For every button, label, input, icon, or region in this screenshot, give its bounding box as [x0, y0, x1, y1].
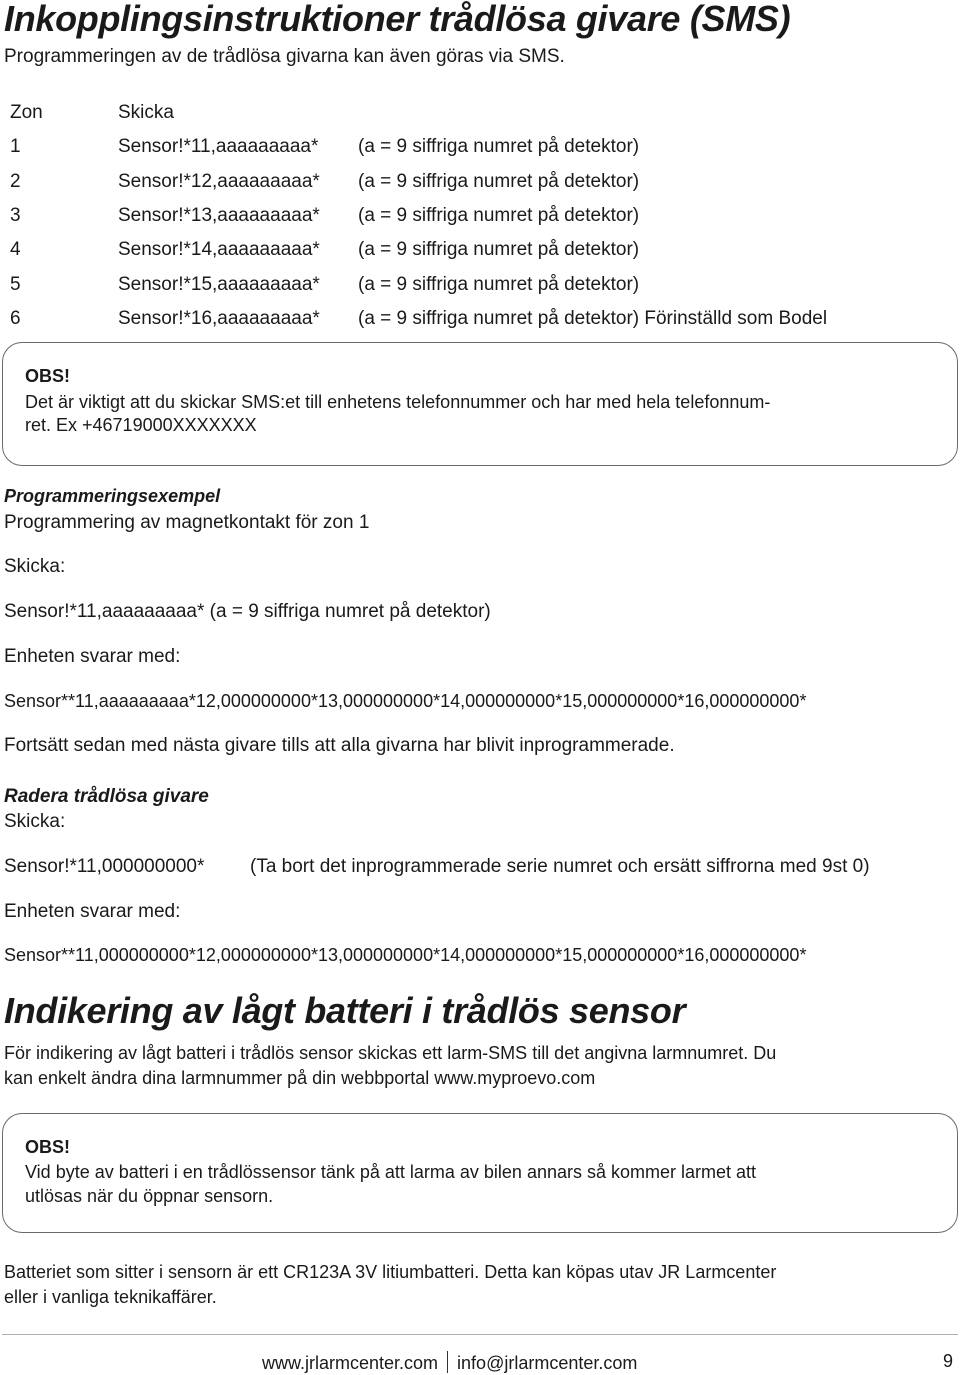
- send-header: Skicka: [118, 102, 174, 123]
- zone-number: 3: [10, 205, 21, 226]
- delete-command: Sensor!*11,000000000*: [4, 856, 205, 877]
- send-command: Sensor!*11,aaaaaaaaa* (a = 9 siffriga numret på detektor): [4, 601, 491, 622]
- obs-text-line: ret. Ex +46719000XXXXXXX: [25, 415, 257, 435]
- footer-contact: [262, 1351, 637, 1374]
- battery-info-line: Batteriet som sitter i sensorn är ett CR123A 3V litiumbatteri. Detta kan köpas utav JR Larmcenter: [4, 1262, 777, 1282]
- command-note: (a = 9 siffriga numret på detektor): [358, 274, 640, 295]
- command-note: (a = 9 siffriga numret på detektor): [358, 136, 640, 157]
- sms-command: Sensor!*12,aaaaaaaaa*: [118, 171, 320, 192]
- delete-sensors-heading: Radera trådlösa givare: [4, 786, 209, 807]
- sms-command: Sensor!*13,aaaaaaaaa*: [118, 205, 320, 226]
- sms-command: Sensor!*14,aaaaaaaaa*: [118, 239, 320, 260]
- command-note: (a = 9 siffriga numret på detektor) Förinställd som Bodel: [358, 308, 828, 329]
- sms-command: Sensor!*16,aaaaaaaaa*: [118, 308, 320, 329]
- sms-command: Sensor!*15,aaaaaaaaa*: [118, 274, 320, 295]
- zone-header: Zon: [10, 102, 43, 123]
- sms-command: Sensor!*11,aaaaaaaaa*: [118, 136, 319, 157]
- zone-number: 2: [10, 171, 21, 192]
- send-label: Skicka:: [4, 811, 66, 832]
- command-note: (a = 9 siffriga numret på detektor): [358, 171, 640, 192]
- zone-number: 1: [10, 136, 21, 157]
- footer-website-link[interactable]: www.jrlarmcenter.com: [262, 1353, 439, 1373]
- zone-number: 4: [10, 239, 21, 260]
- send-label: Skicka:: [4, 556, 66, 577]
- command-note: (a = 9 siffriga numret på detektor): [358, 205, 640, 226]
- low-battery-paragraph-line: kan enkelt ändra dina larmnummer på din webbportal www.myproevo.com: [4, 1068, 596, 1088]
- zone-number: 6: [10, 308, 21, 329]
- obs-label: OBS!: [25, 366, 70, 386]
- reply-text: Sensor**11,000000000*12,000000000*13,000000000*14,000000000*15,000000000*16,000000000*: [4, 945, 807, 965]
- page-title: Inkopplingsinstruktioner trådlösa givare (SMS): [4, 0, 791, 39]
- obs-label: OBS!: [25, 1137, 70, 1157]
- footer-email-link[interactable]: info@jrlarmcenter.com: [457, 1353, 638, 1373]
- programming-example-heading: Programmeringsexempel: [4, 486, 221, 506]
- footer-divider: [2, 1334, 958, 1335]
- footer-separator: [447, 1351, 448, 1373]
- programming-example-subheading: Programmering av magnetkontakt för zon 1: [4, 512, 370, 533]
- reply-label: Enheten svarar med:: [4, 646, 181, 667]
- delete-command-note: (Ta bort det inprogrammerade serie numret och ersätt siffrorna med 9st 0): [250, 856, 870, 877]
- continue-text: Fortsätt sedan med nästa givare tills att alla givarna har blivit inprogrammerade.: [4, 735, 675, 756]
- reply-text: Sensor**11,aaaaaaaaa*12,000000000*13,000000000*14,000000000*15,000000000*16,000000000*: [4, 691, 807, 711]
- low-battery-paragraph-line: För indikering av lågt batteri i trådlös sensor skickas ett larm-SMS till det angivna larmnumret. Du: [4, 1043, 777, 1063]
- low-battery-heading: Indikering av lågt batteri i trådlös sensor: [4, 990, 686, 1031]
- page-number: 9: [943, 1351, 954, 1371]
- zone-number: 5: [10, 274, 21, 295]
- command-note: (a = 9 siffriga numret på detektor): [358, 239, 640, 260]
- reply-label: Enheten svarar med:: [4, 901, 181, 922]
- obs-text-line: utlösas när du öppnar sensorn.: [25, 1186, 274, 1206]
- obs-text-line: Det är viktigt att du skickar SMS:et till enhetens telefonnummer och har med hela telefonnum-: [25, 392, 771, 412]
- battery-info-line: eller i vanliga teknikaffärer.: [4, 1287, 217, 1307]
- obs-text-line: Vid byte av batteri i en trådlössensor tänk på att larma av bilen annars så kommer larmet att: [25, 1162, 757, 1182]
- intro-text: Programmeringen av de trådlösa givarna kan även göras via SMS.: [4, 46, 565, 67]
